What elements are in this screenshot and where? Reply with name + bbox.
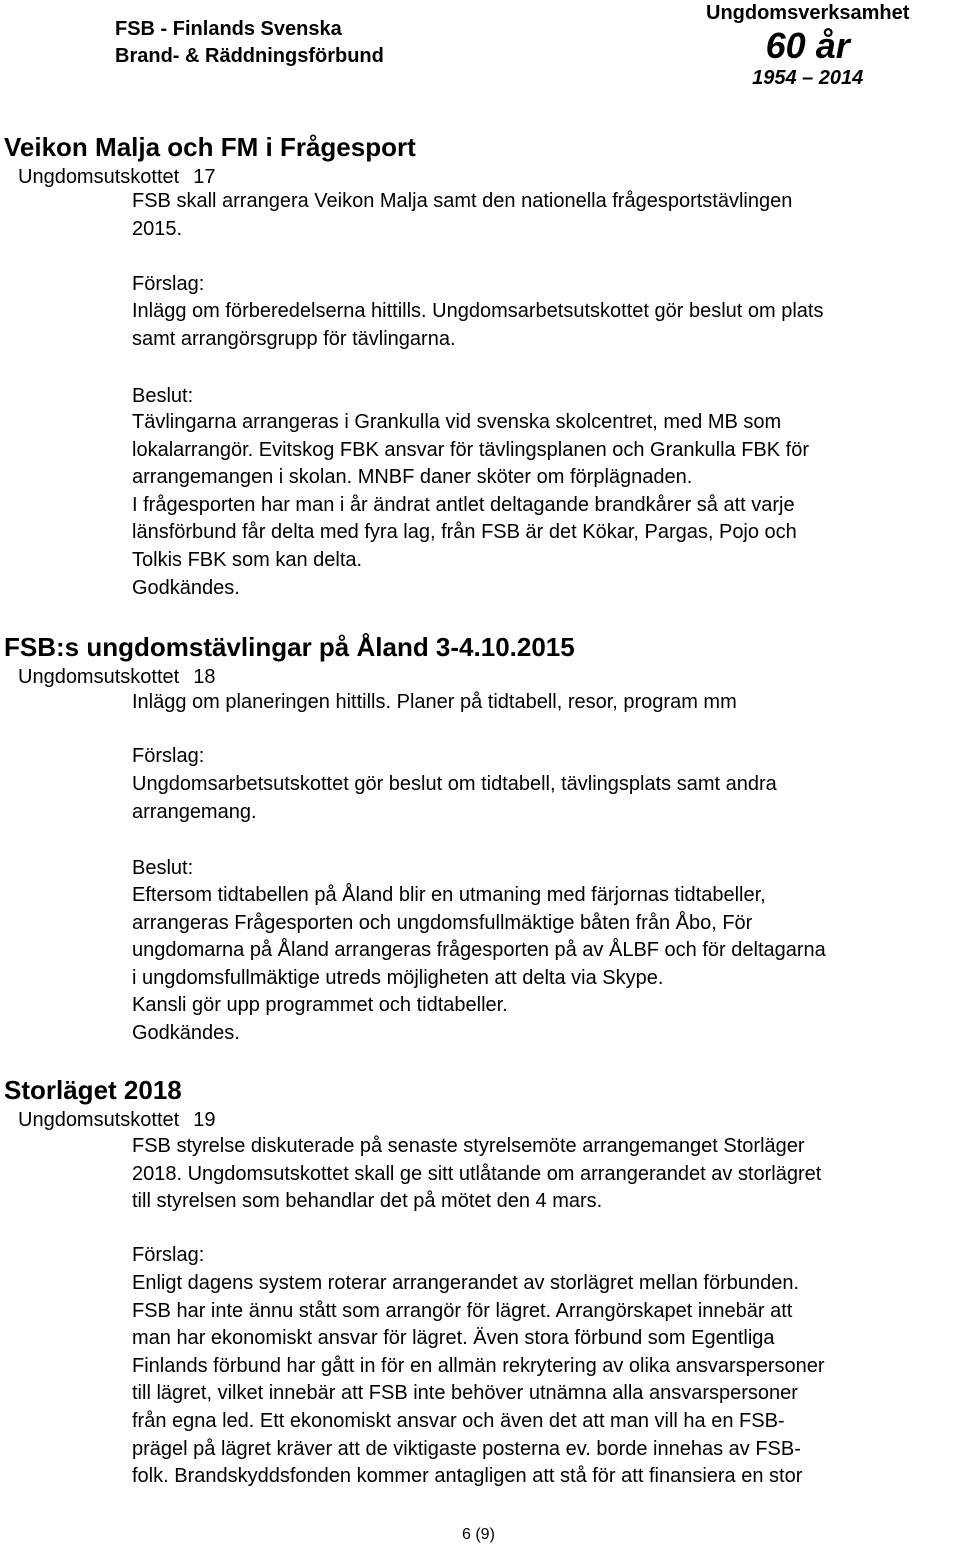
- beslut-line: arrangemangen i skolan. MNBF daner sköter om förplägnaden.: [132, 466, 693, 489]
- beslut-line: Godkändes.: [132, 576, 240, 599]
- ref-number: 17: [193, 166, 216, 188]
- page-number: 6 (9): [462, 1526, 495, 1543]
- ref-number: 19: [193, 1109, 216, 1131]
- header-right-line3: 1954 – 2014: [752, 67, 864, 89]
- section-forslag: [132, 298, 960, 353]
- ref-number: 18: [193, 666, 216, 688]
- beslut-line: Eftersom tidtabellen på Åland blir en utmaning med färjornas tidtabeller,: [132, 884, 766, 906]
- forslag-line: folk. Brandskyddsfonden kommer antagligen att stå för att finansiera en stor: [132, 1465, 803, 1488]
- forslag-line: samt arrangörsgrupp för tävlingarna.: [132, 327, 456, 350]
- forslag-line: Enligt dagens system roterar arrangerandet av storlägret mellan förbunden.: [132, 1272, 800, 1294]
- intro-line: 2018. Ungdomsutskottet skall ge sitt utlåtande om arrangerandet av storlägret: [132, 1162, 822, 1185]
- intro-line: 2015.: [132, 217, 183, 240]
- beslut-line: I frågesporten har man i år ändrat antlet deltagande brandkårer så att varje: [132, 493, 795, 516]
- beslut-label: Beslut:: [132, 385, 194, 407]
- forslag-line: Finlands förbund har gått in för en allmän rekrytering av olika ansvarspersoner: [132, 1354, 825, 1377]
- intro-line: FSB styrelse diskuterade på senaste styrelsemöte arrangemanget Storläger: [132, 1135, 805, 1157]
- beslut-line: Tolkis FBK som kan delta.: [132, 548, 363, 571]
- header-right-line1: Ungdomsverksamhet: [706, 2, 910, 24]
- forslag-line: FSB har inte ännu stått som arrangör för lägret. Arrangörskapet innebär att: [132, 1299, 793, 1322]
- section-ref-19: [18, 1107, 215, 1133]
- section-intro: [132, 188, 960, 243]
- forslag-line: man har ekonomiskt ansvar för lägret. Även stora förbund som Egentliga: [132, 1327, 775, 1350]
- section-beslut: [132, 409, 960, 602]
- forslag-line: prägel på lägret kräver att de viktigaste posterna ev. borde innehas av FSB-: [132, 1437, 801, 1460]
- section-beslut: [132, 882, 960, 1048]
- forslag-label: Förslag:: [132, 745, 205, 767]
- section-intro: [132, 1133, 960, 1216]
- ref-label: Ungdomsutskottet: [18, 1109, 180, 1131]
- forslag-label: Förslag:: [132, 1244, 205, 1266]
- beslut-line: lokalarrangör. Evitskog FBK ansvar för tävlingsplanen och Grankulla FBK för: [132, 438, 809, 461]
- forslag-line: från egna led. Ett ekonomiskt ansvar och även det att man vill ha en FSB-: [132, 1409, 785, 1432]
- beslut-line: arrangeras Frågesporten och ungdomsfullmäktige båten från Åbo, För: [132, 911, 753, 934]
- ref-label: Ungdomsutskottet: [18, 166, 180, 188]
- beslut-label: Beslut:: [132, 857, 194, 879]
- section-forslag: [132, 771, 960, 826]
- intro-line: till styrelsen som behandlar det på mötet den 4 mars.: [132, 1190, 603, 1213]
- forslag-label: Förslag:: [132, 273, 205, 295]
- ref-label: Ungdomsutskottet: [18, 666, 180, 688]
- forslag-line: Inlägg om förberedelserna hittills. Ungdomsarbetsutskottet gör beslut om plats: [132, 300, 824, 322]
- beslut-line: i ungdomsfullmäktige utreds möjligheten att delta via Skype.: [132, 966, 664, 989]
- forslag-line: arrangemang.: [132, 800, 257, 823]
- section-title-storlaget: Storläget 2018: [4, 1075, 182, 1105]
- beslut-line: Tävlingarna arrangeras i Grankulla vid svenska skolcentret, med MB som: [132, 411, 782, 433]
- beslut-line: Godkändes.: [132, 1021, 240, 1044]
- intro-line: Inlägg om planeringen hittills. Planer på tidtabell, resor, program mm: [132, 691, 737, 713]
- section-title-aland: FSB:s ungdomstävlingar på Åland 3-4.10.2015: [4, 632, 575, 662]
- header-org-line1: FSB - Finlands Svenska: [115, 18, 342, 40]
- section-ref-17: [18, 164, 215, 190]
- section-intro: [132, 689, 960, 717]
- header-right-line2: 60 år: [765, 25, 850, 66]
- header-organization: [115, 16, 384, 70]
- beslut-line: länsförbund får delta med fyra lag, från FSB är det Kökar, Pargas, Pojo och: [132, 521, 797, 544]
- section-title-veikon-malja: Veikon Malja och FM i Frågesport: [4, 132, 416, 162]
- intro-line: FSB skall arrangera Veikon Malja samt den nationella frågesportstävlingen: [132, 190, 793, 212]
- header-org-line2: Brand- & Räddningsförbund: [115, 45, 384, 67]
- section-forslag: [132, 1270, 960, 1491]
- forslag-line: Ungdomsarbetsutskottet gör beslut om tidtabell, tävlingsplats samt andra: [132, 773, 777, 795]
- beslut-line: Kansli gör upp programmet och tidtabeller.: [132, 994, 508, 1017]
- section-ref-18: [18, 664, 215, 690]
- beslut-line: ungdomarna på Åland arrangeras frågesporten på av ÅLBF och för deltagarna: [132, 939, 826, 962]
- forslag-line: till lägret, vilket innebär att FSB inte behöver utnämna alla ansvarspersoner: [132, 1382, 798, 1405]
- header-anniversary: [706, 0, 909, 91]
